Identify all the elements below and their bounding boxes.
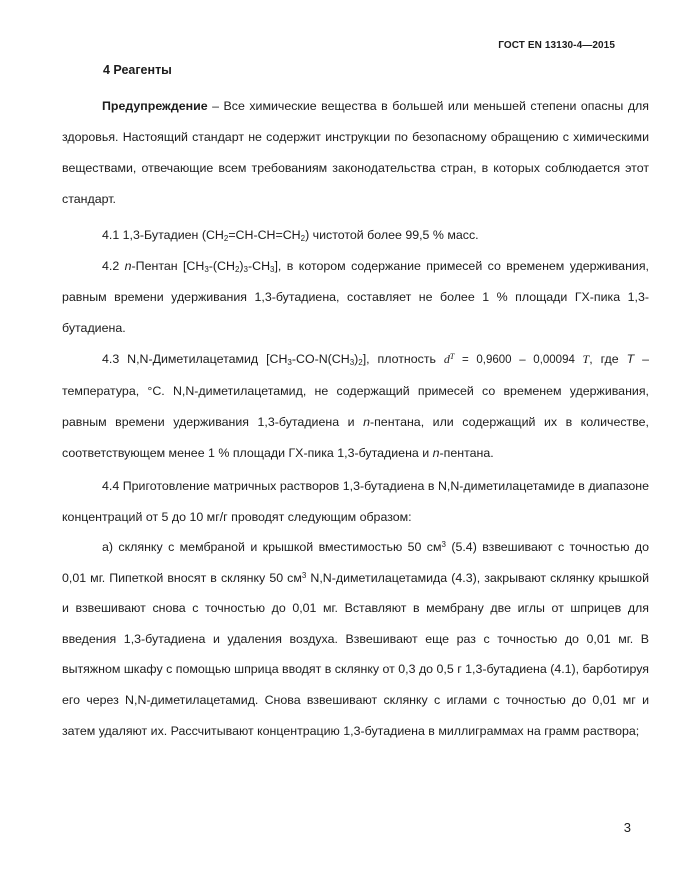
reagent-4-2 <box>62 251 649 344</box>
subscript: 3 <box>270 265 275 274</box>
p41-text: =CH-CH=CH <box>228 228 301 242</box>
warning-paragraph <box>62 91 649 215</box>
p43-text: 4.3 N,N-Диметилацетамид [CH <box>102 352 288 366</box>
warning-text: – Все химические вещества в большей или меньшей степени опасны для здоровья. Настоящий стандарт не содержит инструкции по безопасному обращению с химическими веществами, отвечающие всем требованиям законодательства стран, в которых соблюдается этот стандарт. <box>62 99 649 206</box>
p43-text: , где <box>589 352 627 366</box>
p42-text: -CH <box>248 259 271 273</box>
italic-n: n <box>124 259 132 273</box>
p41-text: 4.1 1,3-Бутадиен (CH <box>102 228 224 242</box>
document-header: ГОСТ EN 13130-4—2015 <box>498 40 615 51</box>
p43-text: ) <box>354 352 359 366</box>
p44-text: 4.4 Приготовление матричных растворов 1,3-бутадиена в N,N-диметилацетамиде в диапазоне концентраций от 5 до 10 мг/г проводят следующим образом: <box>62 479 649 524</box>
p43-text: – температура, °С. N,N-диметилацетамид, не содержащий примесей со временем удерживания, равным времени удерживания 1,3-бутадиена и <box>62 352 649 429</box>
formula-sup: T <box>449 352 455 361</box>
formula-d: d <box>443 352 450 366</box>
pa-text: (5.4) взвешивают с точностью до 0,01 мг. Пипеткой вносят в склянку 50 см <box>62 540 649 585</box>
reagent-4-3 <box>62 344 649 469</box>
item-a <box>62 532 649 746</box>
subscript: 2 <box>234 265 240 274</box>
p43-text: -CO-N(CH <box>291 352 350 366</box>
subscript: 2 <box>300 234 306 243</box>
density-formula <box>444 352 589 366</box>
p43-text: ], плотность <box>362 352 444 366</box>
p42-text: -Пентан [CH <box>131 259 205 273</box>
formula-value: = 0,9600 – 0,00094 <box>454 354 583 366</box>
p42-text: ], в котором содержание примесей со временем удерживания, равным времени удерживания 1,3-бутадиена, составляет не более 1 % площади ГХ-пика 1,3-бутадиена. <box>62 259 649 335</box>
superscript: 3 <box>441 540 446 549</box>
p43-text: -пентана, или содержащий их в количестве, соответствующем менее 1 % площади ГХ-пика 1,3-бутадиена и <box>62 415 649 460</box>
formula-T: T <box>582 352 590 366</box>
section-title: 4 Реагенты <box>103 63 172 77</box>
pa-text: а) склянку с мембраной и крышкой вместимостью 50 см <box>102 540 442 554</box>
superscript: 3 <box>301 570 307 580</box>
subscript: 2 <box>223 234 229 243</box>
subscript: 3 <box>243 265 248 274</box>
p42-text: ) <box>239 259 244 273</box>
italic-T: T <box>626 352 635 366</box>
pa-text: N,N-диметилацетамида (4.3), закрывают склянку крышкой и взвешивают снова с точностью до 0,01 мг. Вставляют в мембрану две иглы от шприцев для введения 1,3-бутадиена и удаления воздуха. Взвешивают еще раз с точностью до 0,01 мг. В вытяжном шкафу с помощью шприца вводят в склянку от 0,3 до 0,5 г 1,3-бутадиена (4.1), барботируя его через N,N-диметилацетамид. Снова взвешивают склянку с иглами с точностью до 0,01 мг и затем удаляют их. Рассчитывают концентрацию 1,3-бутадиена в миллиграммах на грамм раствора; <box>62 570 649 738</box>
italic-n: n <box>363 415 370 429</box>
p41-text: ) чистотой более 99,5 % масс. <box>305 228 479 242</box>
page-number: 3 <box>623 820 631 835</box>
subscript: 3 <box>287 358 292 367</box>
warning-label: Предупреждение <box>102 99 208 113</box>
section-4-4 <box>62 471 649 533</box>
p43-text: -пентана. <box>439 446 494 460</box>
p42-text: 4.2 <box>102 259 125 273</box>
italic-n: n <box>432 446 440 460</box>
subscript: 3 <box>204 265 209 274</box>
subscript: 2 <box>358 358 363 367</box>
subscript: 3 <box>349 358 355 367</box>
p42-text: -(CH <box>208 259 235 273</box>
reagent-4-1 <box>62 220 649 251</box>
